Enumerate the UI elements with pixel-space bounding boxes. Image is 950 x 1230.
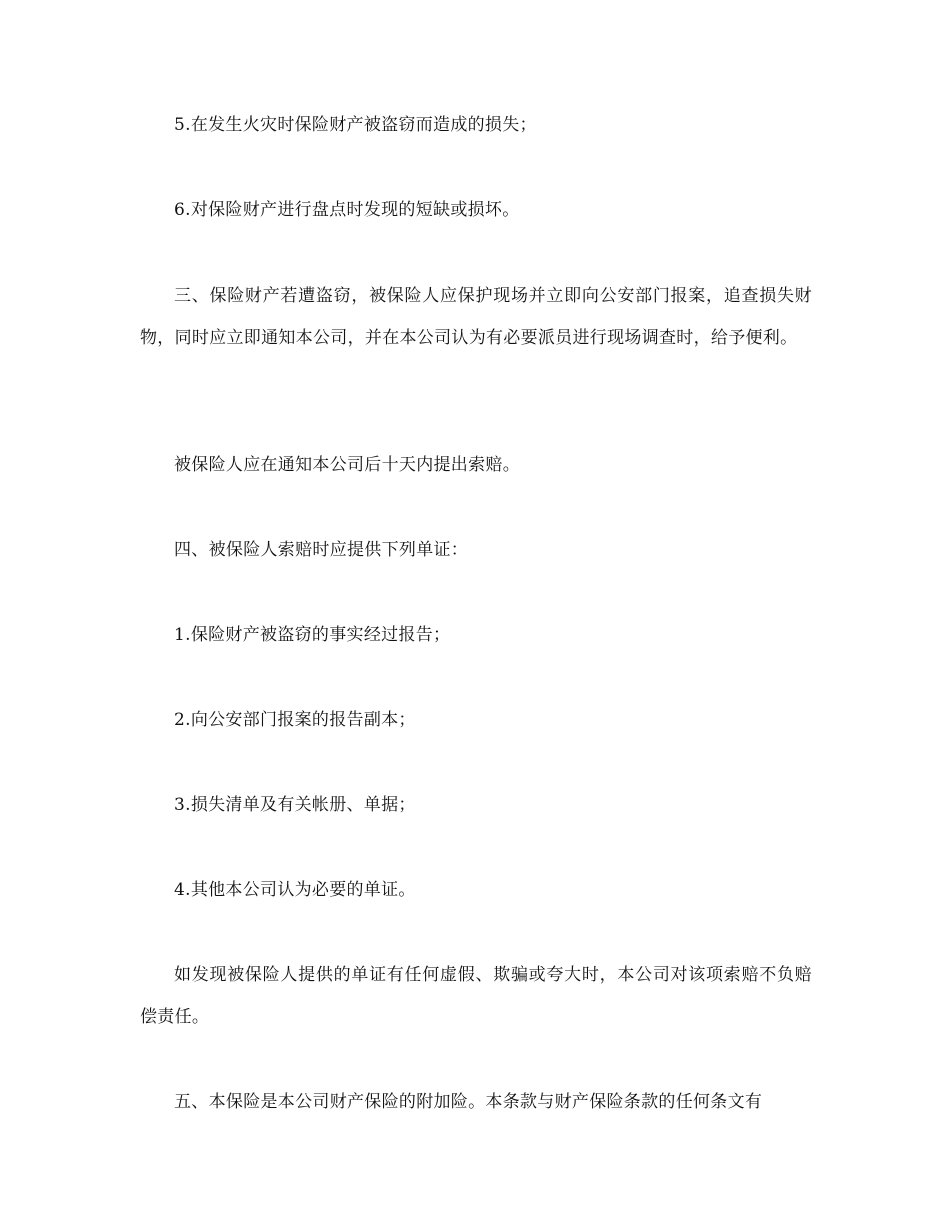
paragraph-false-claim: 如发现被保险人提供的单证有任何虚假、欺骗或夸大时，本公司对该项索赔不负赔偿责任。 <box>140 965 812 1027</box>
paragraph-item-5: 5.在发生火灾时保险财产被盗窃而造成的损失； <box>174 115 537 135</box>
paragraph-doc-3: 3.损失清单及有关帐册、单据； <box>174 795 416 815</box>
paragraph-clause-three: 三、保险财产若遭盗窃，被保险人应保护现场并立即向公安部门报案，追查损失财物，同时应立即通知本公司，并在本公司认为有必要派员进行现场调查时，给予便利。 <box>140 286 812 348</box>
paragraph-doc-2: 2.向公安部门报案的报告副本； <box>174 710 416 730</box>
paragraph-doc-1: 1.保险财产被盗窃的事实经过报告； <box>174 625 451 645</box>
paragraph-doc-4: 4.其他本公司认为必要的单证。 <box>174 880 416 900</box>
paragraph-item-6: 6.对保险财产进行盘点时发现的短缺或损坏。 <box>174 200 520 220</box>
paragraph-claim-deadline: 被保险人应在通知本公司后十天内提出索赔。 <box>174 455 520 475</box>
paragraph-clause-five: 五、本保险是本公司财产保险的附加险。本条款与财产保险条款的任何条文有 <box>174 1092 763 1112</box>
paragraph-clause-four: 四、被保险人索赔时应提供下列单证： <box>174 540 469 560</box>
